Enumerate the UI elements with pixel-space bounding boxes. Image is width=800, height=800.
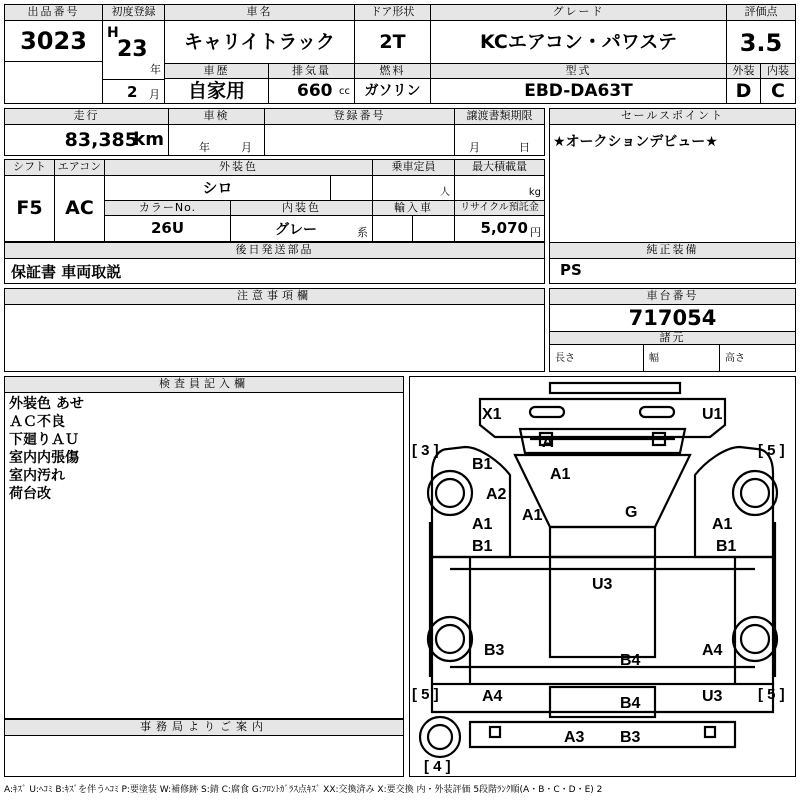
inspector-note: 荷台改 [9,486,51,502]
later-parts-value: 保証書 車両取説 [11,263,122,281]
first-reg-year [103,21,165,79]
office-label: 事務局よりご案内 [5,720,403,736]
model-value: EBD-DA63T [431,79,727,103]
import-cell-1 [373,216,413,241]
model-label: 型式 [431,63,727,79]
mileage-label: 走行 [5,109,169,125]
history-value: 自家用 [165,79,269,103]
lot-label: 出品番号 [5,5,103,21]
cab-back [550,527,655,557]
ac-value: AC [55,176,105,241]
damage-mark: A3 [564,729,585,746]
inspector-note: 下廻りＡＵ [9,432,79,448]
later-parts-label: 後日発送部品 [5,243,544,259]
inspector-note: 室内汚れ [9,468,65,484]
damage-mark: X1 [482,406,502,423]
spec-width: 幅 [644,345,720,371]
int-color-value: グレー [275,222,317,238]
shift-value: F5 [5,176,55,241]
notes-block [4,288,545,372]
tire-mark-spare: [ 4 ] [424,758,451,775]
displacement-label: 排気量 [269,63,355,79]
displacement-unit: cc [339,86,350,97]
damage-mark: A1 [472,516,493,533]
damage-mark: B3 [620,729,641,746]
genuine-equipment-value: PS [560,261,582,279]
inspector-notes [9,395,84,503]
car-name: キャリイトラック [165,21,355,63]
mileage-unit: km [133,129,164,150]
grade-label: グレード [431,5,727,21]
damage-mark: A1 [522,507,543,524]
spec-block [4,159,545,242]
year-value: 23 [117,37,148,62]
lot-number: 3023 [5,21,103,61]
capacity-unit: 人 [373,176,455,200]
damage-mark: U1 [702,406,723,423]
month-value: 2 [127,83,138,101]
recycle-label: リサイクル預託金 [455,200,544,216]
ac-label: エアコン [55,160,105,176]
sales-point-label: セールスポイント [550,109,795,125]
displacement [269,79,355,103]
inspector-note: ＡＣ不良 [9,414,65,430]
grade-value: KCエアコン・パワステ [431,21,727,63]
damage-legend: A:ｷｽﾞ U:ﾍｺﾐ B:ｷｽﾞを伴うﾍｺﾐ P:要塗装 W:補修跡 S:錆 C:腐食 G:ﾌﾛﾝﾄｶﾞﾗｽ点ｷｽﾞ XX:交換済み X:要交換 内・外装評価 5段階ﾗﾝｸ順(A・B・C・D・E) 2 [4,785,603,795]
damage-mark: A2 [486,486,507,503]
import-label: 輸入車 [373,200,455,216]
int-color-suffix: 系 [357,226,368,239]
lot-empty [5,61,103,103]
max-load-label: 最大積載量 [455,160,544,176]
inspector-block [4,376,404,719]
shift-label: シフト [5,160,55,176]
notes-label: 注意事項欄 [5,289,544,305]
inspector-note: 室内内張傷 [9,450,79,466]
recycle [455,216,544,241]
int-color-label: 内装色 [231,200,373,216]
transfer-month-unit: 月 [469,141,480,154]
recycle-unit: 円 [530,226,541,239]
month-unit: 月 [149,88,160,101]
mileage-block [4,108,545,156]
damage-mark: B1 [716,538,737,555]
color-no-label: カラーNo. [105,200,231,216]
genuine-equipment-block [549,242,796,284]
damage-mark: B1 [472,538,493,555]
transfer-deadline-value [455,125,544,155]
sales-point-block [549,108,796,255]
damage-mark: U3 [702,688,723,705]
genuine-equipment-label: 純正装備 [550,243,795,259]
sales-point-text: ★オークションデビュー★ [553,134,718,150]
history-label: 車歴 [165,63,269,79]
recycle-value: 5,070 [480,219,528,237]
import-cell-2 [413,216,455,241]
interior-label: 内装 [761,63,795,79]
rear-bumper [470,722,735,747]
capacity-label: 乗車定員 [373,160,455,176]
inspection-label: 車検 [169,109,265,125]
damage-mark: A4 [482,688,503,705]
tire-mark-front-left: [ 3 ] [412,442,439,459]
damage-mark: A1 [712,516,733,533]
specs-label: 諸元 [550,331,795,345]
inspector-note: 外装色 あせ [9,396,84,412]
first-reg-label: 初度登録 [103,5,165,21]
car-diagram [409,376,796,777]
exterior-grade: D [727,79,761,103]
office-block [4,719,404,777]
spec-length: 長さ [550,345,644,371]
front-lamp-right [640,407,674,417]
door-label: ドア形状 [355,5,431,21]
damage-mark: B1 [472,456,493,473]
fuel-label: 燃料 [355,63,431,79]
year-unit: 年 [150,63,161,76]
max-load-unit: kg [528,187,541,198]
car-name-label: 車名 [165,5,355,21]
mileage [5,125,169,155]
bed-center [550,557,655,657]
first-reg-month [103,79,165,103]
damage-mark: A [542,434,554,451]
inspection-value [169,125,265,155]
front-lamp-left [530,407,564,417]
later-parts-block [4,242,545,284]
top-panel [550,383,680,393]
ext-color-value: シロ [105,176,331,200]
damage-mark: B4 [620,652,641,669]
tire-mark-rear-right: [ 5 ] [758,686,785,703]
inspection-year-unit: 年 [199,141,210,154]
score-label: 評価点 [727,5,795,21]
ext-color-label: 外装色 [105,160,373,176]
inspector-label: 検査員記入欄 [5,377,403,393]
transfer-deadline-label: 譲渡書類期限 [455,109,544,125]
damage-mark: U3 [592,576,613,593]
registration-label: 登録番号 [265,109,455,125]
damage-mark: B3 [484,642,505,659]
int-color [231,216,373,241]
score-value: 3.5 [739,29,783,57]
damage-mark: A1 [550,466,571,483]
car-diagram-svg [410,377,795,776]
vehicle-info-block [4,4,796,104]
ext-color-extra [331,176,373,200]
spec-height: 高さ [725,353,745,364]
fuel-value: ガソリン [355,79,431,103]
mileage-value: 83,385 [64,129,138,151]
era: H [107,25,119,41]
door-type: 2T [355,21,431,63]
tire-mark-front-right: [ 5 ] [758,442,785,459]
chassis-block [549,288,796,372]
transfer-day-unit: 日 [519,141,530,154]
damage-mark: A4 [702,642,723,659]
front-bumper [480,399,725,437]
color-no-value: 26U [105,216,231,241]
displacement-value: 660 [297,81,333,101]
damage-mark: G [625,504,638,521]
tire-mark-rear-left: [ 5 ] [412,686,439,703]
exterior-label: 外装 [727,63,761,79]
chassis-label: 車台番号 [550,289,795,305]
chassis-number: 717054 [628,306,717,330]
damage-mark: B4 [620,695,641,712]
interior-grade: C [771,80,785,102]
inspection-month-unit: 月 [241,141,252,154]
registration-value [265,125,455,155]
